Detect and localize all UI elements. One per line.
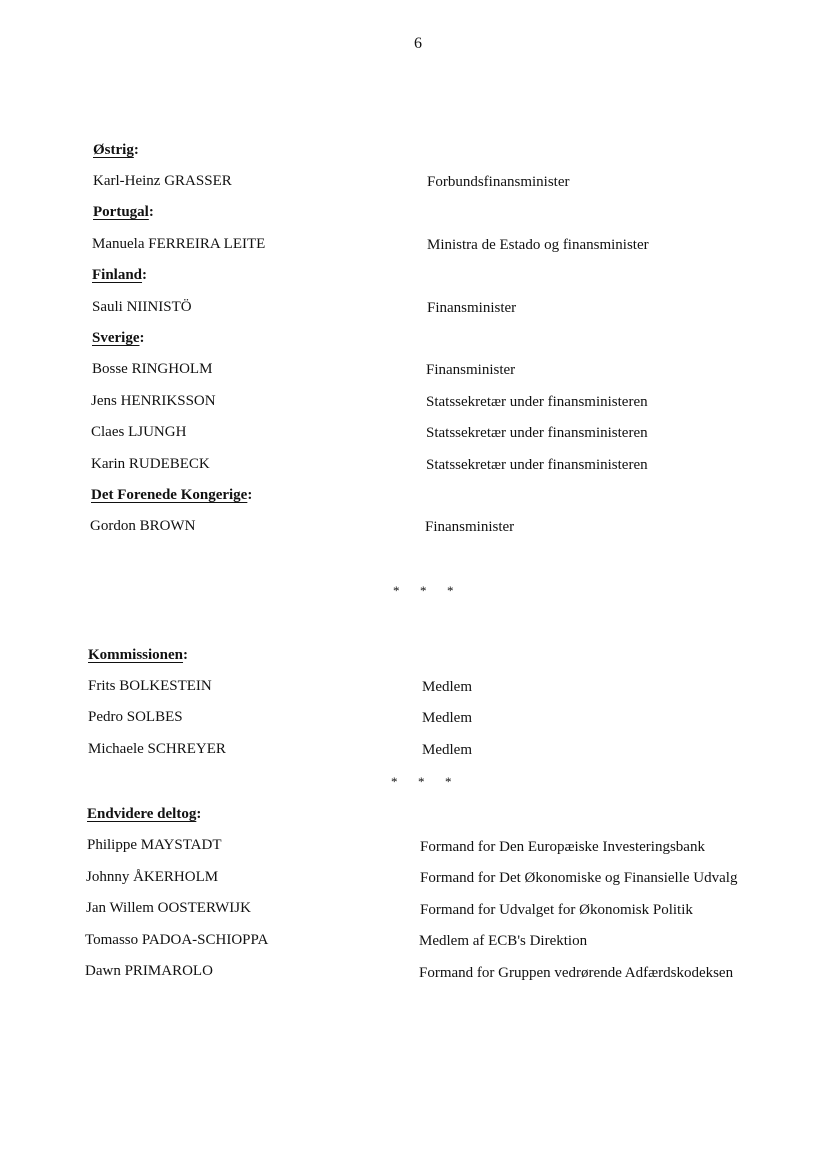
participant-role: Finansminister bbox=[425, 519, 515, 535]
participant-name: Sauli NIINISTÖ bbox=[92, 299, 192, 315]
participant-name: Bosse RINGHOLM bbox=[92, 361, 213, 377]
participant-name: Tomasso PADOA-SCHIOPPA bbox=[85, 932, 269, 948]
section-separator: * * * bbox=[393, 583, 454, 598]
section-heading-portugal: Portugal: bbox=[93, 204, 154, 220]
participant-role: Medlem bbox=[422, 742, 472, 758]
participant-name: Philippe MAYSTADT bbox=[87, 837, 222, 853]
participant-name: Michaele SCHREYER bbox=[88, 741, 226, 757]
section-heading-also-present: Endvidere deltog: bbox=[87, 806, 202, 822]
participant-role: Medlem bbox=[422, 679, 472, 695]
section-heading-austria: Østrig: bbox=[93, 142, 139, 158]
participant-name: Dawn PRIMAROLO bbox=[85, 963, 213, 979]
participant-name: Jan Willem OOSTERWIJK bbox=[86, 900, 251, 916]
participant-role: Formand for Udvalget for Økonomisk Politik bbox=[420, 902, 693, 918]
section-heading-sweden: Sverige: bbox=[92, 330, 145, 346]
participant-name: Johnny ÅKERHOLM bbox=[86, 869, 219, 885]
section-heading-commission: Kommissionen: bbox=[88, 647, 189, 663]
participant-role: Finansminister bbox=[427, 300, 517, 316]
participant-name: Jens HENRIKSSON bbox=[91, 393, 216, 409]
participant-role: Finansminister bbox=[426, 362, 516, 378]
section-separator: * * * bbox=[391, 774, 452, 789]
participant-name: Pedro SOLBES bbox=[88, 709, 183, 725]
participant-role: Formand for Det Økonomiske og Finansielle Udvalg bbox=[420, 870, 738, 886]
participant-role: Ministra de Estado og finansminister bbox=[427, 237, 649, 253]
section-heading-finland: Finland: bbox=[92, 267, 148, 283]
participant-role: Medlem bbox=[422, 710, 472, 726]
section-heading-uk: Det Forenede Kongerige: bbox=[91, 487, 253, 503]
participant-name: Frits BOLKESTEIN bbox=[88, 678, 212, 694]
participant-role: Statssekretær under finansministeren bbox=[426, 457, 648, 473]
participant-role: Forbundsfinansminister bbox=[427, 174, 570, 190]
participant-role: Statssekretær under finansministeren bbox=[426, 425, 648, 441]
participant-name: Karl-Heinz GRASSER bbox=[93, 173, 232, 189]
participant-role: Medlem af ECB's Direktion bbox=[419, 933, 588, 949]
participant-name: Gordon BROWN bbox=[90, 518, 196, 534]
participant-role: Statssekretær under finansministeren bbox=[426, 394, 648, 410]
participant-name: Karin RUDEBECK bbox=[91, 456, 210, 472]
participant-role: Formand for Gruppen vedrørende Adfærdskodeksen bbox=[419, 965, 734, 981]
participant-role: Formand for Den Europæiske Investeringsbank bbox=[420, 839, 705, 855]
page-number: 6 bbox=[414, 35, 422, 52]
participant-name: Manuela FERREIRA LEITE bbox=[92, 236, 266, 252]
participant-name: Claes LJUNGH bbox=[91, 424, 187, 440]
